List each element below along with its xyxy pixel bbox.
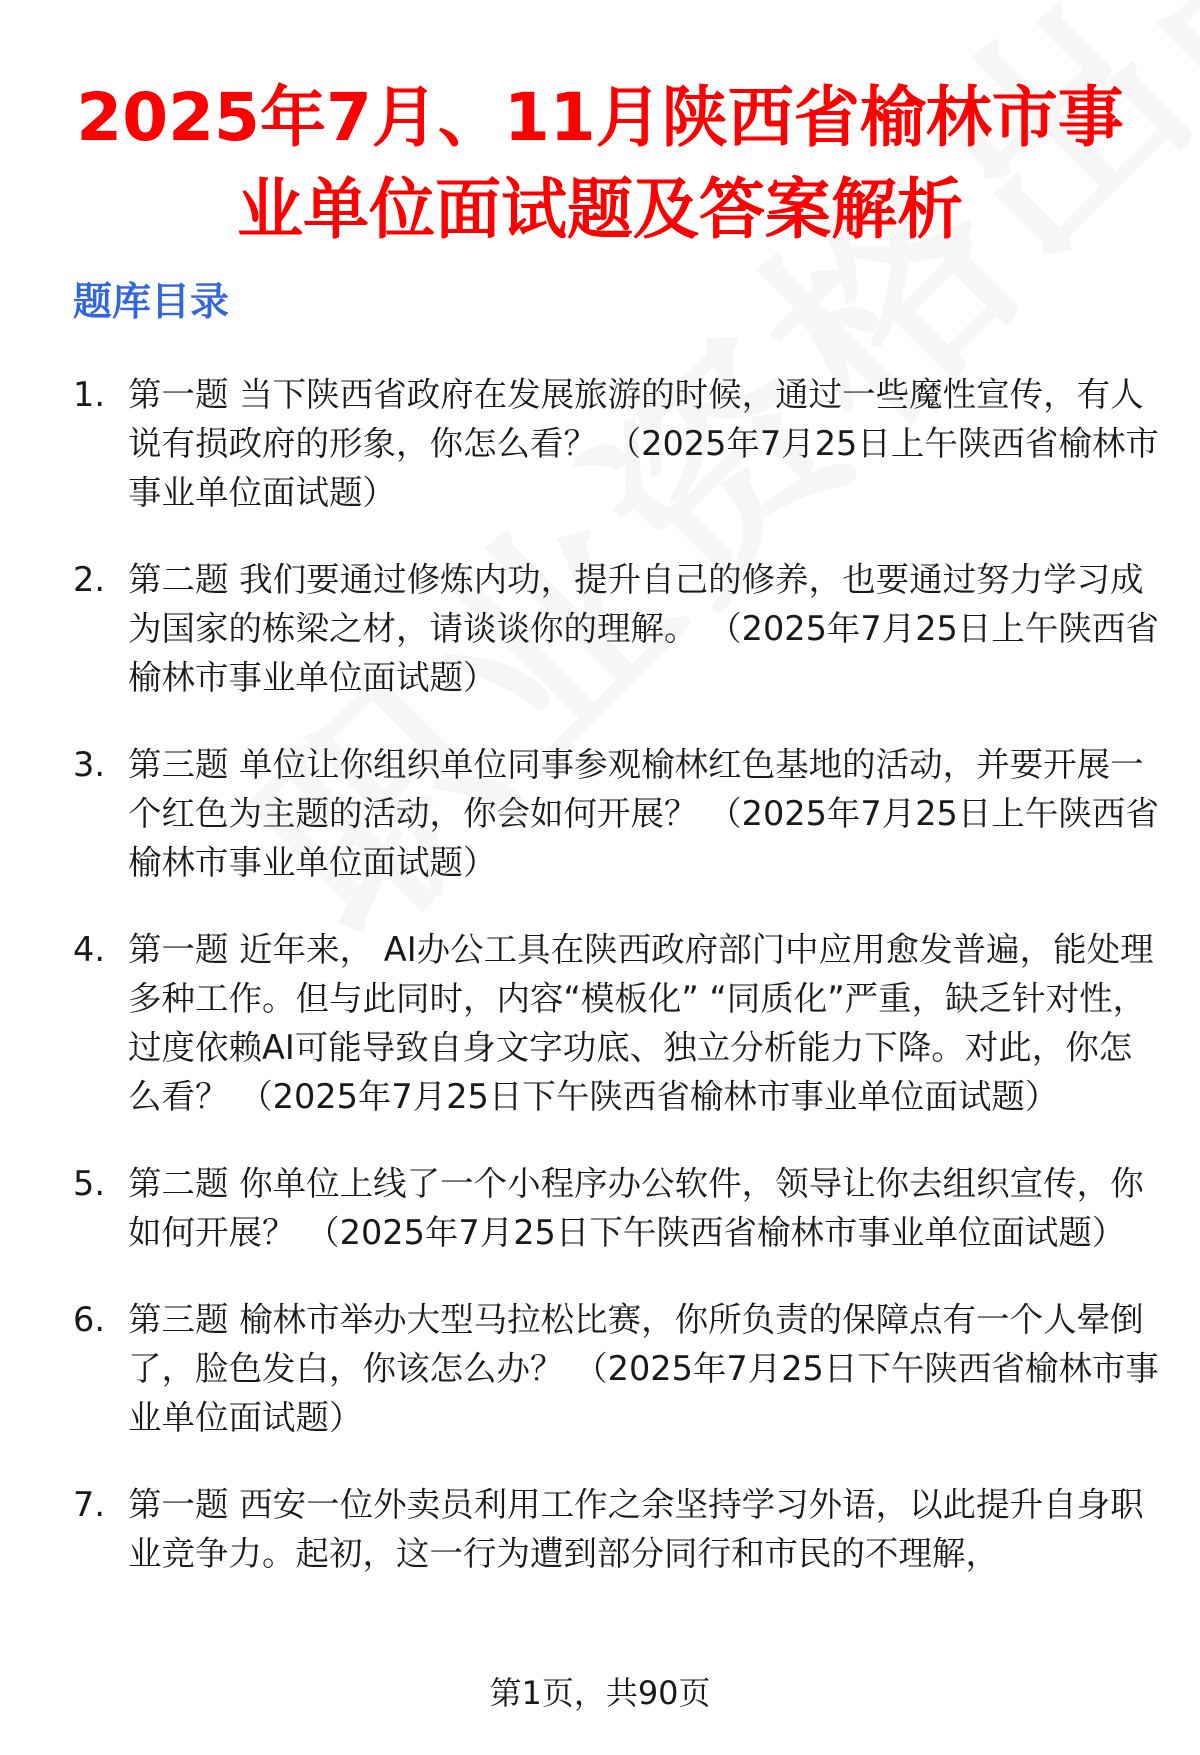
toc-item-text: 第一题 当下陕西省政府在发展旅游的时候，通过一些魔性宣传，有人说有损政府的形象，你怎么看？ （2025年7月25日上午陕西省榆林市事业单位面试题） <box>128 375 1159 512</box>
toc-item-text: 第二题 我们要通过修炼内功，提升自己的修养，也要通过努力学习成为国家的栋梁之材，请谈谈你的理解。 （2025年7月25日上午陕西省榆林市事业单位面试题） <box>128 560 1159 697</box>
toc-heading: 题库目录 <box>73 280 230 325</box>
toc-item-number: 7. <box>73 1485 105 1524</box>
toc-list <box>0 370 1200 1616</box>
toc-item-number: 4. <box>73 930 105 969</box>
toc-item-number: 5. <box>73 1164 105 1203</box>
document-title: 2025年7月、11月陕西省榆林市事业单位面试题及答案解析 <box>76 79 1124 248</box>
page-footer: 第1页，共90页 <box>489 1674 711 1712</box>
toc-item-number: 1. <box>73 375 105 414</box>
toc-item-1[interactable] <box>0 370 1200 517</box>
toc-item-3[interactable] <box>0 740 1200 887</box>
toc-item-7[interactable] <box>0 1480 1200 1578</box>
toc-item-text: 第一题 西安一位外卖员利用工作之余坚持学习外语，以此提升自身职业竞争力。起初，这一行为遭到部分同行和市民的不理解， <box>128 1485 1144 1573</box>
toc-item-text: 第三题 单位让你组织单位同事参观榆林红色基地的活动，并要开展一个红色为主题的活动，你会如何开展？ （2025年7月25日上午陕西省榆林市事业单位面试题） <box>128 745 1159 882</box>
toc-item-2[interactable] <box>0 555 1200 702</box>
toc-item-number: 6. <box>73 1300 105 1339</box>
toc-item-text: 第一题 近年来， AI办公工具在陕西政府部门中应用愈发普遍，能处理多种工作。但与此同时，内容“模板化” “同质化”严重，缺乏针对性，过度依赖AI可能导致自身文字功底、独立分析能力下降。对此，你怎么看？ （2025年7月25日下午陕西省榆林市事业单位面试题） <box>128 930 1154 1116</box>
toc-item-number: 2. <box>73 560 105 599</box>
toc-item-6[interactable] <box>0 1295 1200 1442</box>
toc-item-number: 3. <box>73 745 105 784</box>
toc-item-4[interactable] <box>0 925 1200 1121</box>
toc-item-5[interactable] <box>0 1159 1200 1257</box>
toc-item-text: 第三题 榆林市举办大型马拉松比赛，你所负责的保障点有一个人晕倒了，脸色发白，你该怎么办？ （2025年7月25日下午陕西省榆林市事业单位面试题） <box>128 1300 1159 1437</box>
toc-item-text: 第二题 你单位上线了一个小程序办公软件，领导让你去组织宣传，你如何开展？ （2025年7月25日下午陕西省榆林市事业单位面试题） <box>128 1164 1144 1252</box>
